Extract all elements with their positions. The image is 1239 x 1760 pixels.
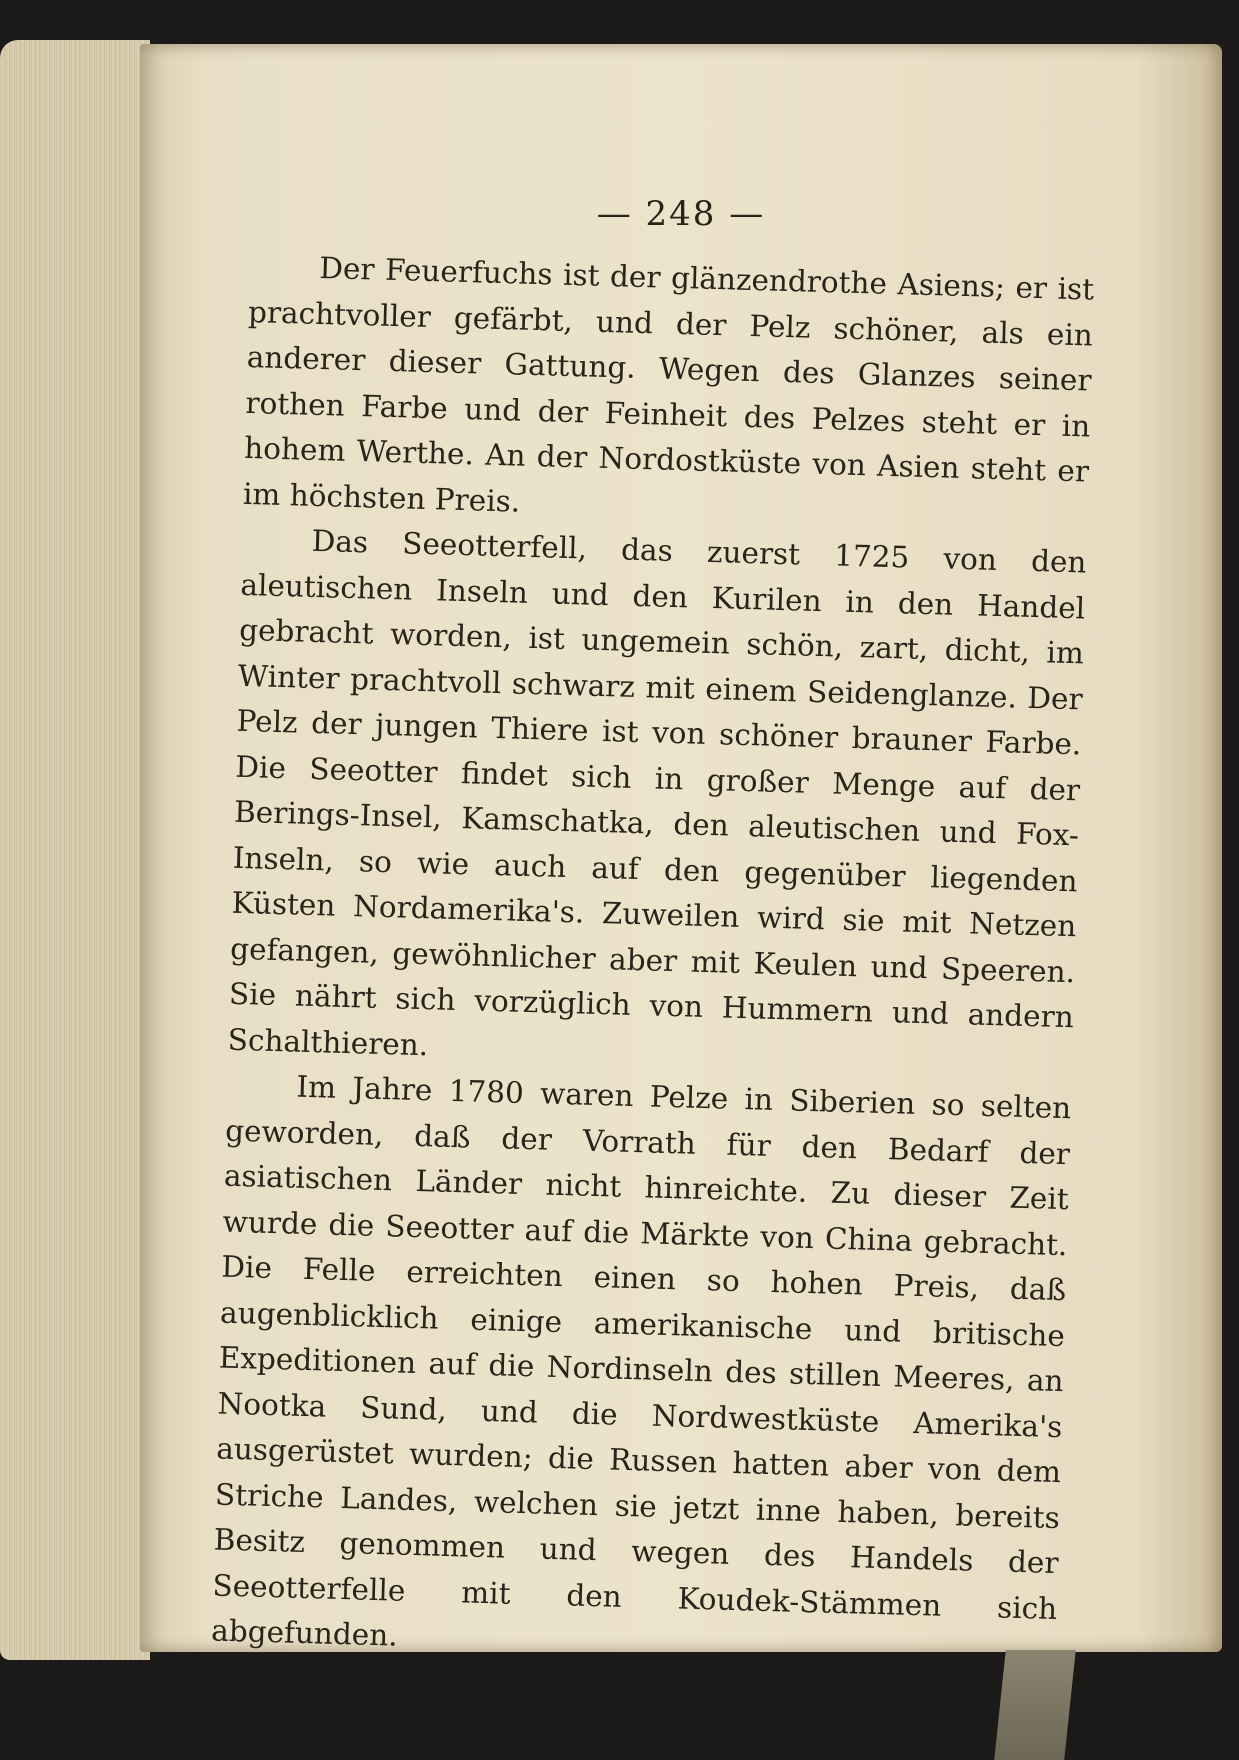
ribbon-bookmark bbox=[994, 1650, 1076, 1760]
page-number: — 248 — bbox=[596, 194, 766, 234]
paragraph-jahre-1780: Im Jahre 1780 waren Pelze in Siberien so selten geworden, daß der Vorrath für den Bedarf der asiatischen Länder nicht hinreichte. Zu dieser Zeit wurde die Seeotter auf die Märkte von China gebracht. Die Felle erreichten einen so hohen Preis, daß augenblicklich einige amerikanische und britische Expeditionen auf die Nordinseln des stillen Meeres, an Nootka Sund, und die Nordwestküste Amerika's ausgerüstet wurden; die Russen hatten aber von dem Striche Landes, welchen sie jetzt inne haben, bereits Besitz genommen und wegen des Handels der Seeotterfelle mit den Koudek-Stämmen sich abgefunden. bbox=[210, 1069, 1072, 1653]
paragraph-feuerfuchs: Der Feuerfuchs ist der glänzendrothe Asiens; er ist prachtvoller gefärbt, und der Pelz schöner, als ein anderer dieser Gattung. Wegen des Glanzes seiner rothen Farbe und der Feinheit des Pelzes steht er in hohem Werthe. An der Nordostküste von Asien steht er im höchsten Preis. bbox=[242, 250, 1095, 519]
body-text bbox=[211, 244, 1095, 1678]
page-edges bbox=[0, 40, 150, 1660]
paragraph-seeotterfell: Das Seeotterfell, das zuerst 1725 von den aleutischen Inseln und den Kurilen in den Handel gebracht worden, ist ungemein schön, zart, dicht, im Winter prachtvoll schwarz mit einem Seidenglanze. Der Pelz der jungen Thiere ist von schöner brauner Farbe. Die Seeotter findet sich in großer Menge auf der Berings-Insel, Kamschatka, den aleutischen und Fox-Inseln, so wie auch auf den gegenüber liegenden Küsten Nordamerika's. Zuweilen wird sie mit Netzen gefangen, gewöhnlicher aber mit Keulen und Speeren. Sie nährt sich vorzüglich von Hummern und andern Schalthieren. bbox=[227, 523, 1087, 1062]
book-page bbox=[140, 44, 1222, 1652]
